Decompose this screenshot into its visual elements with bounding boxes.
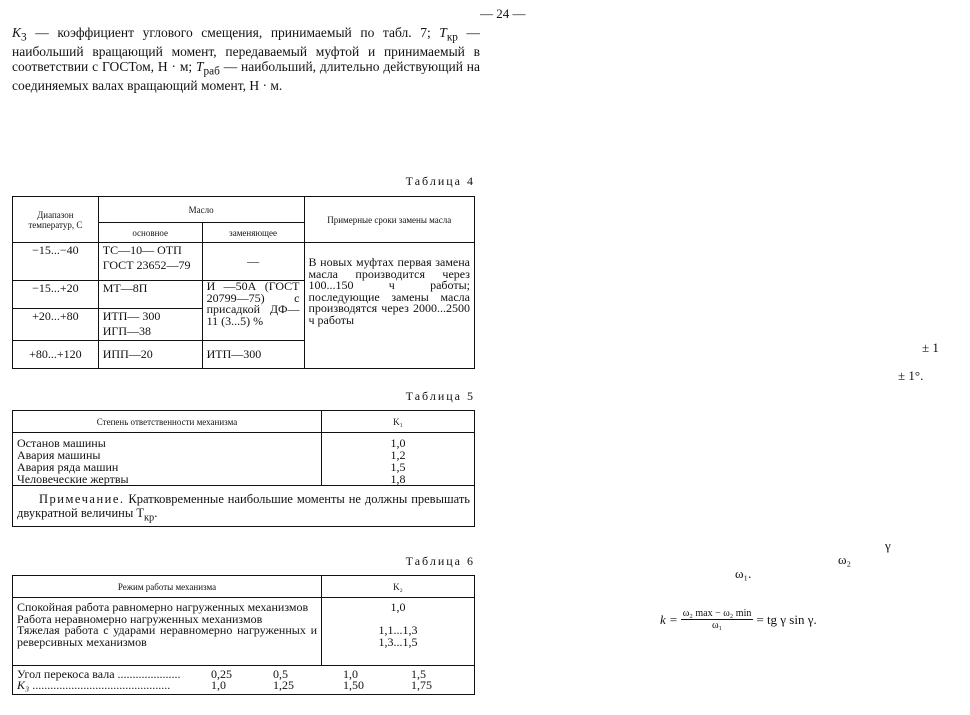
table6 bbox=[12, 575, 475, 695]
table5-caption: Таблица 5 bbox=[405, 389, 475, 403]
side-omega1: ω₁. bbox=[735, 566, 752, 581]
angle-label: Угол перекоса вала bbox=[17, 667, 115, 681]
trab-symbol: T bbox=[195, 58, 204, 74]
angle-value-4: 1,5 bbox=[411, 667, 426, 681]
table4-header-repl: заменяющее bbox=[202, 223, 304, 243]
k3-value-4: 1,75 bbox=[411, 678, 432, 692]
table6-header-mode: Режим работы механизма bbox=[13, 576, 322, 598]
formula-fraction bbox=[681, 608, 754, 631]
tkr-definition: — наибольший вращающий момент, передаваемый муфтой и принимаемый в соответствии с ГОСТом, Н · м; bbox=[12, 25, 480, 74]
table4-row1-main-line1: ТС—10— ОТП bbox=[102, 243, 182, 257]
table4 bbox=[12, 196, 475, 369]
formula-denominator: ω₁ bbox=[712, 620, 723, 631]
table4-row1-main bbox=[98, 243, 202, 281]
formula bbox=[660, 608, 817, 631]
table5-labels bbox=[13, 433, 322, 486]
table4-row3-main bbox=[98, 309, 202, 341]
table6-labels bbox=[13, 598, 322, 666]
table4-row1-range: −15...−40 bbox=[13, 243, 99, 281]
table4-row4-repl: ИТП—300 bbox=[202, 341, 304, 369]
side-pm1-b: ± 1°. bbox=[898, 368, 924, 383]
k3-value-3: 1,50 bbox=[343, 678, 364, 692]
trab-definition: — наибольший, длительно действующий на соединяемых валах вращающий момент, Н · м. bbox=[12, 58, 480, 93]
k3-subscript: 3 bbox=[21, 31, 27, 44]
formula-numerator: ω₂ max − ω₂ min bbox=[682, 608, 752, 619]
table6-row2-value: 1,1...1,3 bbox=[378, 623, 418, 637]
table5-row1-label: Останов машины bbox=[17, 436, 106, 450]
intro-paragraph bbox=[12, 26, 480, 93]
table5-row3-label: Авария ряда машин bbox=[17, 460, 119, 474]
page-number: — 24 — bbox=[480, 6, 526, 21]
table4-row4-main: ИПП—20 bbox=[98, 341, 202, 369]
k3-symbol: K bbox=[12, 25, 22, 40]
table5-row2-value: 1,2 bbox=[390, 448, 406, 462]
table4-row2-main: МТ—8П bbox=[98, 281, 202, 309]
table4-row1-main-line2: ГОСТ 23652—79 bbox=[102, 258, 191, 272]
table4-header-period: Примерные сроки замены масла bbox=[304, 197, 475, 243]
table6-row1-value: 1,0 bbox=[390, 600, 406, 614]
angle-value-1: 0,25 bbox=[211, 667, 232, 681]
table5-note-end: . bbox=[154, 506, 158, 520]
table6-angle-block: Угол перекоса вала ..................... 0,25 0,5 1,0 1,5 K₃ .............................................. 1,0 1,25 1,50 1,75 bbox=[13, 666, 475, 695]
table5-row4-label: Человеческие жертвы bbox=[17, 472, 129, 486]
side-omega2: ω₂ bbox=[838, 552, 852, 567]
table5-note bbox=[13, 486, 475, 527]
k3-value-2: 1,25 bbox=[273, 678, 294, 692]
table5-note-head: Примечание. bbox=[39, 492, 125, 506]
table4-period: В новых муфтах первая замена масла производится через 100...150 ч работы; последующие замены масла производятся через 2000...2500 ч работы bbox=[304, 243, 475, 369]
table5-note-text: Кратковременные наибольшие моменты не должны превышать двукратной величины T bbox=[17, 492, 470, 520]
table5-note-sub: кр bbox=[143, 512, 155, 524]
table4-caption: Таблица 4 bbox=[405, 174, 475, 188]
table5-values bbox=[322, 433, 475, 486]
k3-table-label: K₃ bbox=[17, 678, 30, 692]
table4-row3-main-line1: ИТП— 300 bbox=[102, 309, 161, 323]
table5-row3-value: 1,5 bbox=[390, 460, 406, 474]
k3-definition: — коэффициент углового смещения, принимаемый по табл. 7; bbox=[26, 25, 431, 40]
table6-caption: Таблица 6 bbox=[405, 554, 475, 568]
table4-row3-main-line2: ИГП—38 bbox=[102, 324, 152, 338]
side-gamma: γ bbox=[885, 538, 891, 553]
table6-row2-label: Работа неравномерно нагруженных механизмов bbox=[17, 611, 263, 626]
table5-header-degree: Степень ответственности механизма bbox=[13, 411, 322, 433]
table5-row1-value: 1,0 bbox=[390, 436, 406, 450]
table4-row3-range: +20...+80 bbox=[13, 309, 99, 341]
table6-header-k2: K₂ bbox=[322, 576, 475, 598]
table6-row3-value: 1,3...1,5 bbox=[378, 634, 418, 649]
table5 bbox=[12, 410, 475, 527]
table4-row2-range: −15...+20 bbox=[13, 281, 99, 309]
tkr-symbol: T bbox=[439, 25, 447, 40]
tkr-subscript: кр bbox=[446, 31, 458, 44]
table6-row3-label: Тяжелая работа с ударами неравномерно нагруженных и реверсивных механизмов bbox=[17, 623, 317, 649]
side-pm1-a: ± 1 bbox=[922, 340, 939, 355]
table6-row1-label: Спокойная работа равномерно нагруженных механизмов bbox=[17, 600, 309, 614]
table4-row2-repl: И —50А (ГОСТ 20799—75) с присадкой ДФ—11 (3...5) % bbox=[202, 281, 304, 341]
table4-row4-range: +80...+120 bbox=[13, 341, 99, 369]
k3-value-1: 1,0 bbox=[211, 678, 226, 692]
table5-row2-label: Авария машины bbox=[17, 448, 101, 462]
angle-value-3: 1,0 bbox=[343, 667, 358, 681]
angle-value-2: 0,5 bbox=[273, 667, 288, 681]
table4-header-oil: Масло bbox=[98, 197, 304, 223]
trab-subscript: раб bbox=[203, 65, 220, 78]
table5-row4-value: 1,8 bbox=[390, 472, 406, 486]
formula-k: k = bbox=[660, 611, 678, 627]
formula-rhs: = tg γ sin γ. bbox=[756, 611, 817, 627]
table4-row1-repl: — bbox=[202, 243, 304, 281]
table5-header-k1: K₁ bbox=[322, 411, 475, 433]
table4-header-main: основное bbox=[98, 223, 202, 243]
table4-header-range: Диапазон температур, С bbox=[13, 197, 99, 243]
table6-values bbox=[322, 598, 475, 666]
